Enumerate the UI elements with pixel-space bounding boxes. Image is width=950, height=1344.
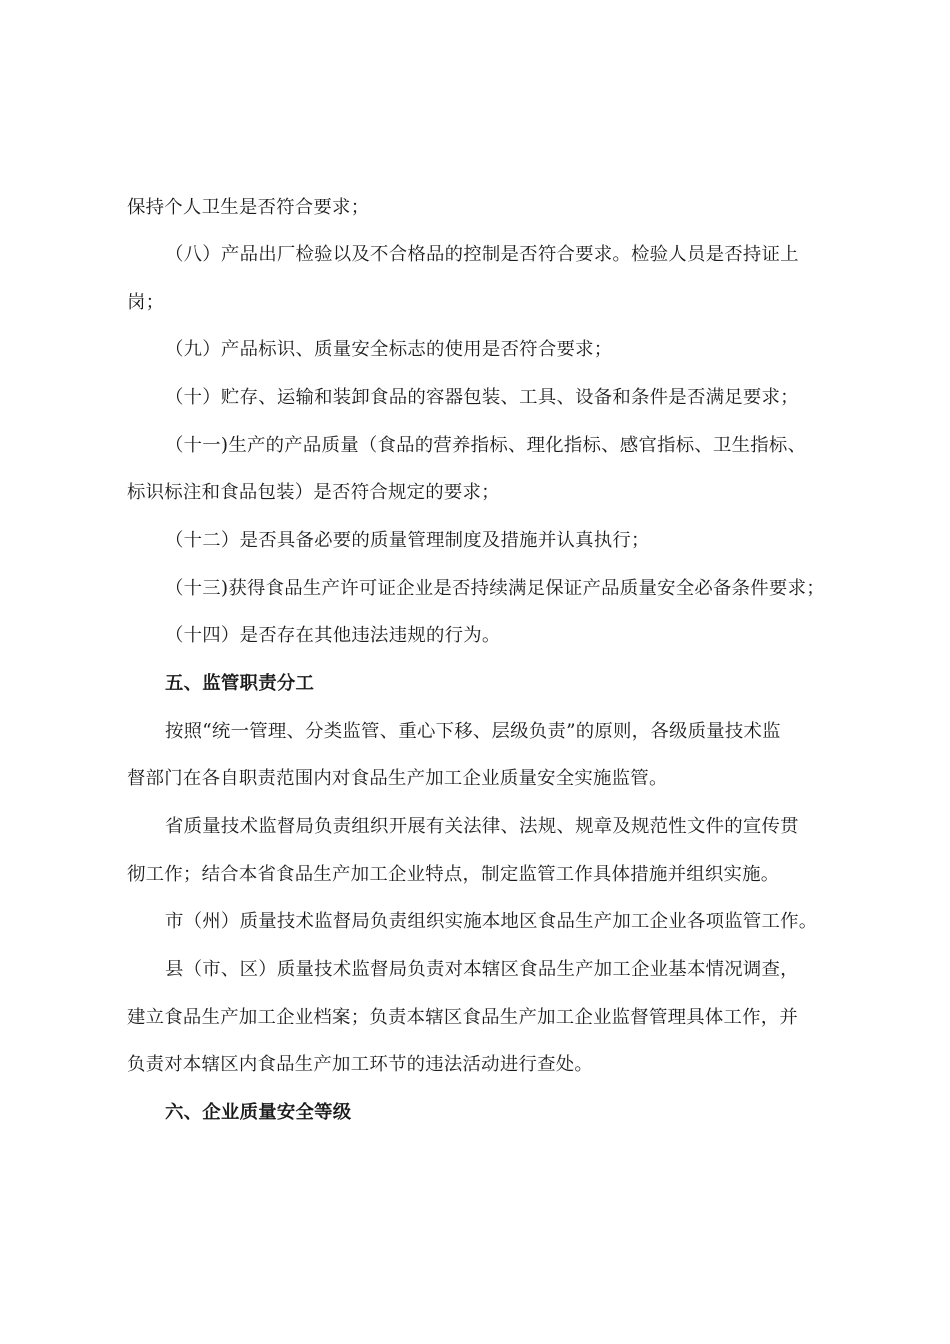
paragraph-line: 省质量技术监督局负责组织开展有关法律、法规、规章及规范性文件的宣传贯	[165, 816, 799, 837]
list-item-9: （九）产品标识、质量安全标志的使用是否符合要求；	[165, 339, 613, 360]
list-item-13: （十三)获得食品生产许可证企业是否持续满足保证产品质量安全必备条件要求；	[165, 578, 825, 599]
body-line: 保持个人卫生是否符合要求；	[127, 197, 370, 218]
section-heading-5: 五、监管职责分工	[165, 673, 315, 694]
paragraph-line: 彻工作；结合本省食品生产加工企业特点，制定监管工作具体措施并组织实施。	[127, 864, 780, 885]
paragraph-line: 负责对本辖区内食品生产加工环节的违法活动进行查处。	[127, 1054, 594, 1075]
list-item-14: （十四）是否存在其他违法违规的行为。	[165, 625, 501, 646]
paragraph-line: 按照“统一管理、分类监管、重心下移、层级负责”的原则，各级质量技术监	[165, 721, 781, 742]
body-line: 标识标注和食品包装）是否符合规定的要求；	[127, 482, 500, 503]
list-item-10: （十）贮存、运输和装卸食品的容器包装、工具、设备和条件是否满足要求；	[165, 387, 799, 408]
paragraph-line: 督部门在各自职责范围内对食品生产加工企业质量安全实施监管。	[127, 768, 668, 789]
paragraph-line: 市（州）质量技术监督局负责组织实施本地区食品生产加工企业各项监管工作。	[165, 911, 818, 932]
list-item-12: （十二）是否具备必要的质量管理制度及措施并认真执行；	[165, 530, 650, 551]
list-item-8: （八）产品出厂检验以及不合格品的控制是否符合要求。检验人员是否持证上	[165, 244, 799, 265]
section-heading-6: 六、企业质量安全等级	[165, 1102, 352, 1123]
paragraph-line: 建立食品生产加工企业档案；负责本辖区食品生产加工企业监督管理具体工作，并	[127, 1007, 799, 1028]
paragraph-line: 县（市、区）质量技术监督局负责对本辖区食品生产加工企业基本情况调查，	[165, 959, 799, 980]
body-line: 岗；	[127, 292, 165, 313]
list-item-11: （十一)生产的产品质量（食品的营养指标、理化指标、感官指标、卫生指标、	[165, 435, 807, 456]
